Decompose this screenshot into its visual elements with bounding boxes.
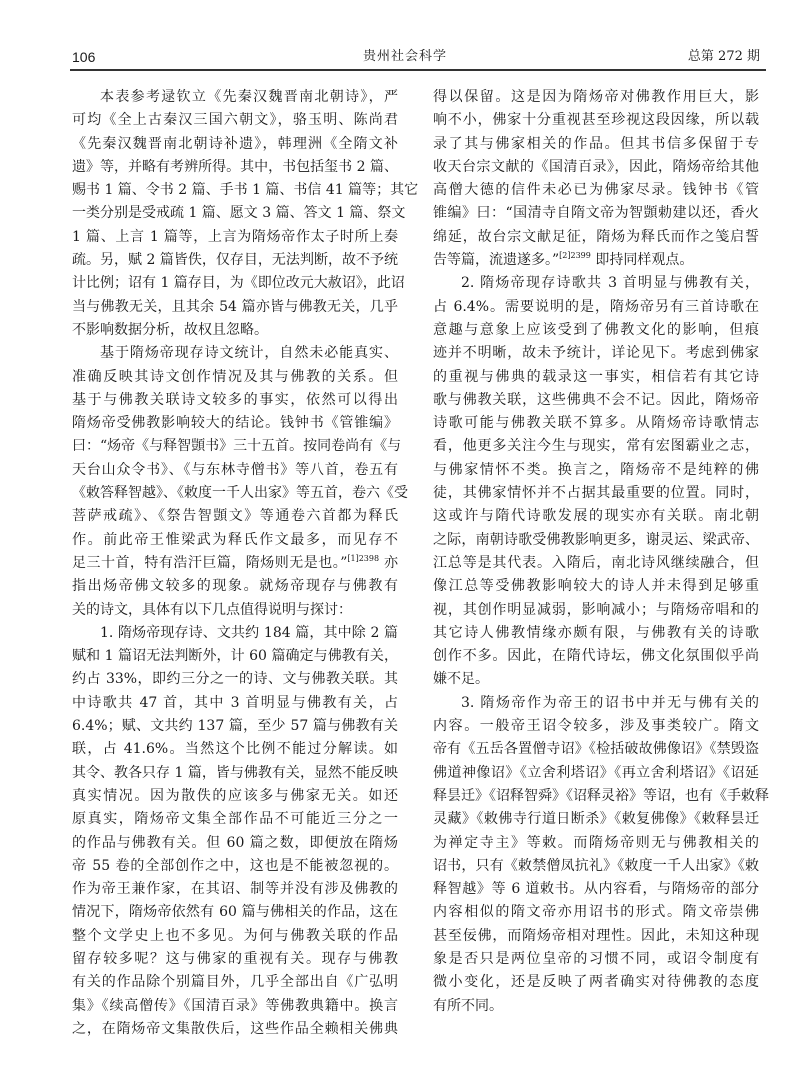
text-line	[72, 296, 398, 319]
line-text: 诗歌可能与佛教关联不算多。从隋炀帝诗歌情志	[433, 415, 759, 432]
line-text: 菩萨戒疏》、《祭告智顗文》等通卷六首都为释氏	[72, 508, 398, 525]
text-line	[433, 389, 759, 412]
text-line	[433, 342, 759, 365]
text-line	[433, 179, 759, 202]
text-line	[433, 552, 759, 575]
line-text: 赋和 1 篇诏无法判断外，计 60 篇确定与佛教有关，	[72, 648, 398, 665]
text-line	[72, 575, 398, 598]
text-line	[433, 808, 759, 831]
line-text: 作为帝王兼作家，在其诏、制等并没有涉及佛教的	[72, 881, 398, 898]
text-line	[433, 948, 759, 971]
line-text: 江总等是其代表。入隋后，南北诗风继续融合，但	[433, 554, 759, 571]
line-text: 响不小，佛家十分重视甚至珍视这段因缘，所以载	[433, 112, 759, 129]
line-text: 帝有《五岳各置僧寺诏》《检括破故佛像诏》《禁毁盗	[433, 741, 759, 758]
line-text: 高僧大德的信件未必已为佛家尽录。钱钟书《管	[433, 182, 759, 199]
text-line	[433, 202, 759, 225]
line-text: 释智越》等 6 道敕书。从内容看，与隋炀帝的部分	[433, 881, 759, 898]
text-line	[433, 878, 759, 901]
text-line	[72, 645, 398, 668]
text-line	[433, 925, 759, 948]
line-text-after-citation: 亦	[379, 554, 398, 571]
text-line	[72, 552, 398, 575]
line-text: 有关的作品除个别篇目外，几乎全部出自《广弘明	[72, 974, 398, 991]
text-line	[433, 995, 759, 1018]
text-line	[72, 995, 398, 1018]
text-line	[72, 599, 398, 622]
text-line	[433, 529, 759, 552]
text-line	[72, 715, 398, 738]
line-text: 不影响数据分析，故权且忽略。	[72, 321, 268, 338]
text-line	[72, 482, 408, 505]
text-line	[72, 435, 402, 458]
line-text: 曰：“炀帝《与释智顗书》三十五首。按同卷尚有《与	[72, 438, 402, 455]
line-text: 这或许与隋代诗歌发展的现实亦有关联。南北朝	[433, 508, 759, 525]
line-text: 准确反映其诗文创作情况及其与佛教的关系。但	[72, 368, 398, 385]
line-text: 整个文学史上也不多见。为何与佛教关联的作品	[72, 927, 398, 944]
text-line	[433, 133, 759, 156]
line-text: 告等篇，流遗遂多。”	[433, 252, 560, 269]
text-line	[433, 855, 759, 878]
line-text: 象是否只是两位皇帝的习惯不同，或诏令制度有	[433, 950, 759, 967]
text-line	[433, 785, 769, 808]
line-text: 收天台宗文献的《国清百录》，因此，隋炀帝给其他	[433, 158, 759, 175]
text-line	[433, 505, 759, 528]
text-line	[433, 319, 759, 342]
text-line	[433, 668, 759, 691]
line-text: 集》《续高僧传》《国清百录》等佛教典籍中。换言	[72, 997, 398, 1014]
text-line	[72, 226, 398, 249]
citation-superscript: [1]2398	[347, 553, 380, 563]
line-text: 赐书 1 篇、令书 2 篇、手书 1 篇、书信 41 篇等；其它	[72, 182, 419, 199]
line-text: 留存较多呢？这与佛家的重视有关。现存与佛教	[72, 950, 398, 967]
text-line	[72, 692, 398, 715]
text-line	[72, 86, 398, 109]
line-text: 为禅定寺主》等敕。而隋炀帝则无与佛教相关的	[433, 834, 759, 851]
line-text: 《先秦汉魏晋南北朝诗补遗》，韩理洲《全隋文补	[72, 135, 398, 152]
text-line	[72, 762, 398, 785]
line-text: 像江总等受佛教影响较大的诗人并未得到足够重	[433, 578, 759, 595]
text-line	[433, 296, 759, 319]
text-line	[72, 785, 398, 808]
line-text: 视，其创作明显减弱，影响减小；与隋炀帝唱和的	[433, 601, 759, 618]
page-number: 106	[72, 49, 96, 65]
text-line	[72, 808, 398, 831]
text-line	[72, 109, 398, 132]
header-rule	[70, 69, 766, 71]
text-line	[72, 156, 398, 179]
line-text: 得以保留。这是因为隋炀帝对佛教作用巨大，影	[433, 89, 759, 105]
right-column	[433, 86, 769, 1018]
line-text-after-citation: 即持同样观点。	[590, 252, 694, 269]
issue-number: 总第 272 期	[687, 49, 760, 64]
line-text: 诏书，只有《敕禁僧凤抗礼》《敕度一千人出家》《敕	[433, 857, 759, 874]
text-line	[72, 878, 398, 901]
text-line	[433, 901, 759, 924]
text-line	[433, 482, 759, 505]
text-line	[72, 622, 398, 645]
text-line	[433, 832, 759, 855]
line-text: 锥编》曰：“国清寺自隋文帝为智顗勅建以还，香火	[433, 205, 759, 222]
line-text: 约占 33%，即约三分之一的诗、文与佛教关联。其	[72, 671, 398, 688]
line-text: 看，他更多关注今生与现实，常有宏图霸业之志，	[433, 438, 759, 455]
line-text: 作。前此帝王惟梁武为释氏作文最多，而见存不	[72, 531, 398, 548]
line-text: 2. 隋炀帝现存诗歌共 3 首明显与佛教有关，	[461, 275, 759, 292]
text-line	[433, 692, 759, 715]
line-text: 情况下，隋炀帝依然有 60 篇与佛相关的作品，这在	[72, 904, 398, 921]
line-text: 灵藏》《敕佛寺行道日断杀》《敕复佛像》《敕释昙迁	[433, 811, 759, 828]
line-text: 之际，南朝诗歌受佛教影响更多，谢灵运、梁武帝、	[433, 531, 759, 548]
line-text: 帝 55 卷的全部创作之中，这也是不能被忽视的。	[72, 857, 398, 874]
line-text: 中诗歌共 47 首，其中 3 首明显与佛教有关，占	[72, 694, 398, 711]
text-line	[72, 133, 398, 156]
text-line	[72, 1018, 398, 1041]
text-line	[72, 948, 398, 971]
line-text: 联，占 41.6%。当然这个比例不能过分解读。如	[72, 741, 398, 758]
text-line	[72, 738, 398, 761]
line-text: 当与佛教无关，且其余 54 篇亦皆与佛教无关，几乎	[72, 298, 398, 315]
text-line	[433, 156, 759, 179]
line-text: 1 篇、上言 1 篇等，上言为隋炀帝作太子时所上奏	[72, 228, 398, 245]
text-line	[72, 249, 398, 272]
line-text: 释昙迁》《诏释智舜》《诏释灵裕》等诏，也有《手敕释	[433, 787, 769, 804]
text-line	[433, 109, 759, 132]
left-column	[72, 86, 419, 1041]
line-text: 足三十首，特有浩汗巨篇，隋炀则无是也。”	[72, 554, 348, 571]
line-text: 天台山众令书》、《与东林寺僧书》等八首，卷五有	[72, 461, 398, 478]
text-line	[433, 738, 759, 761]
citation-superscript: [2]2399	[559, 251, 591, 261]
line-text: 一类分别是受戒疏 1 篇、愿文 3 篇、答文 1 篇、祭文	[72, 205, 406, 222]
line-text: 基于与佛教关联诗文较多的事实，依然可以得出	[72, 391, 398, 408]
text-line	[72, 319, 398, 342]
line-text: 基于隋炀帝现存诗文统计，自然未必能真实、	[100, 345, 398, 362]
line-text: 意趣与意象上应该受到了佛教文化的影响，但痕	[433, 321, 759, 338]
text-line	[433, 715, 759, 738]
text-line	[72, 272, 405, 295]
text-line	[72, 366, 398, 389]
line-text: 内容。一般帝王诏令较多，涉及事类较广。隋文	[433, 718, 759, 735]
text-line	[72, 179, 419, 202]
text-line	[433, 622, 759, 645]
line-text: 其令、教各只存 1 篇，皆与佛教有关，显然不能反映	[72, 764, 398, 781]
text-line	[72, 412, 398, 435]
text-line	[433, 599, 759, 622]
text-line	[433, 971, 759, 994]
line-text: 的作品与佛教有关。但 60 篇之数，即便放在隋炀	[72, 834, 398, 851]
line-text: 《敕答释智越》、《敕度一千人出家》等五首，卷六《受	[72, 485, 408, 502]
text-line	[433, 86, 759, 109]
text-line	[72, 668, 398, 691]
text-line	[72, 529, 398, 552]
line-text: 计比例；诏有 1 篇存目，为《即位改元大赦诏》，此诏	[72, 275, 405, 292]
text-line	[433, 435, 759, 458]
line-text: 迹并不明晰，故未予统计，详论见下。考虑到佛家	[433, 345, 759, 362]
line-text: 创作不多。因此，在隋代诗坛，佛文化氛围似乎尚	[433, 648, 759, 665]
line-text: 的重视与佛典的载录这一事实，相信若有其它诗	[433, 368, 759, 385]
line-text: 绵延，故台宗文献足征，隋炀为释氏而作之笺启誓	[433, 228, 759, 245]
line-text: 占 6.4%。需要说明的是，隋炀帝另有三首诗歌在	[433, 298, 759, 315]
text-line	[72, 832, 398, 855]
text-line	[433, 412, 759, 435]
text-line	[72, 855, 398, 878]
journal-title: 贵州社会科学	[362, 49, 447, 64]
line-text: 有所不同。	[433, 997, 503, 1014]
line-text: 隋炀帝受佛教影响较大的结论。钱钟书《管锥编》	[72, 415, 398, 432]
text-line	[433, 459, 759, 482]
line-text: 关的诗文，具体有以下几点值得说明与探讨：	[72, 601, 352, 618]
text-line	[72, 459, 398, 482]
line-text: 3. 隋炀帝作为帝王的诏书中并无与佛有关的	[461, 694, 759, 711]
line-text: 嫌不足。	[433, 671, 489, 688]
line-text: 疏。另，赋 2 篇皆佚，仅存目，无法判断，故不予统	[72, 252, 398, 269]
line-text: 之，在隋炀帝文集散佚后，这些作品全赖相关佛典	[72, 1020, 398, 1037]
text-line	[72, 202, 406, 225]
line-text: 内容相似的隋文帝亦用诏书的形式。隋文帝崇佛	[433, 904, 759, 921]
text-line	[433, 575, 759, 598]
line-text: 徒，其佛家情怀并不占据其最重要的位置。同时，	[433, 485, 759, 502]
text-line	[433, 366, 759, 389]
text-line	[72, 389, 398, 412]
text-line	[433, 249, 759, 272]
line-text: 歌与佛教关联，这些佛典不会不记。因此，隋炀帝	[433, 391, 759, 408]
line-text: 佛道神像诏》《立舍利塔诏》《再立舍利塔诏》《诏延	[433, 764, 759, 781]
line-text: 1. 隋炀帝现存诗、文共约 184 篇，其中除 2 篇	[100, 624, 398, 641]
text-line	[72, 971, 398, 994]
line-text: 甚至佞佛，而隋炀帝相对理性。因此，未知这种现	[433, 927, 759, 944]
text-line	[433, 762, 759, 785]
text-line	[72, 925, 398, 948]
line-text: 真实情况。因为散佚的应该多与佛家无关。如还	[72, 787, 398, 804]
line-text: 微小变化，还是反映了两者确实对待佛教的态度	[433, 974, 759, 991]
text-line	[433, 226, 759, 249]
line-text: 遗》等，并略有考辨所得。其中，书包括玺书 2 篇、	[72, 158, 398, 175]
text-line	[433, 645, 759, 668]
line-text: 可均《全上古秦汉三国六朝文》，骆玉明、陈尚君	[72, 112, 398, 129]
text-line	[72, 342, 398, 365]
line-text: 录了其与佛家相关的作品。但其书信多保留于专	[433, 135, 759, 152]
text-line	[72, 901, 398, 924]
line-text: 6.4%；赋、文共约 137 篇，至少 57 篇与佛教有关	[72, 718, 398, 735]
text-line	[72, 505, 398, 528]
line-text: 本表参考逯钦立《先秦汉魏晋南北朝诗》，严	[100, 89, 398, 105]
line-text: 原真实，隋炀帝文集全部作品不可能近三分之一	[72, 811, 398, 828]
line-text: 指出炀帝佛文较多的现象。就炀帝现存与佛教有	[72, 578, 398, 595]
text-line	[433, 272, 759, 295]
line-text: 与佛家情怀不类。换言之，隋炀帝不是纯粹的佛	[433, 461, 759, 478]
line-text: 其它诗人佛教情缘亦颇有限，与佛教有关的诗歌	[433, 624, 759, 641]
